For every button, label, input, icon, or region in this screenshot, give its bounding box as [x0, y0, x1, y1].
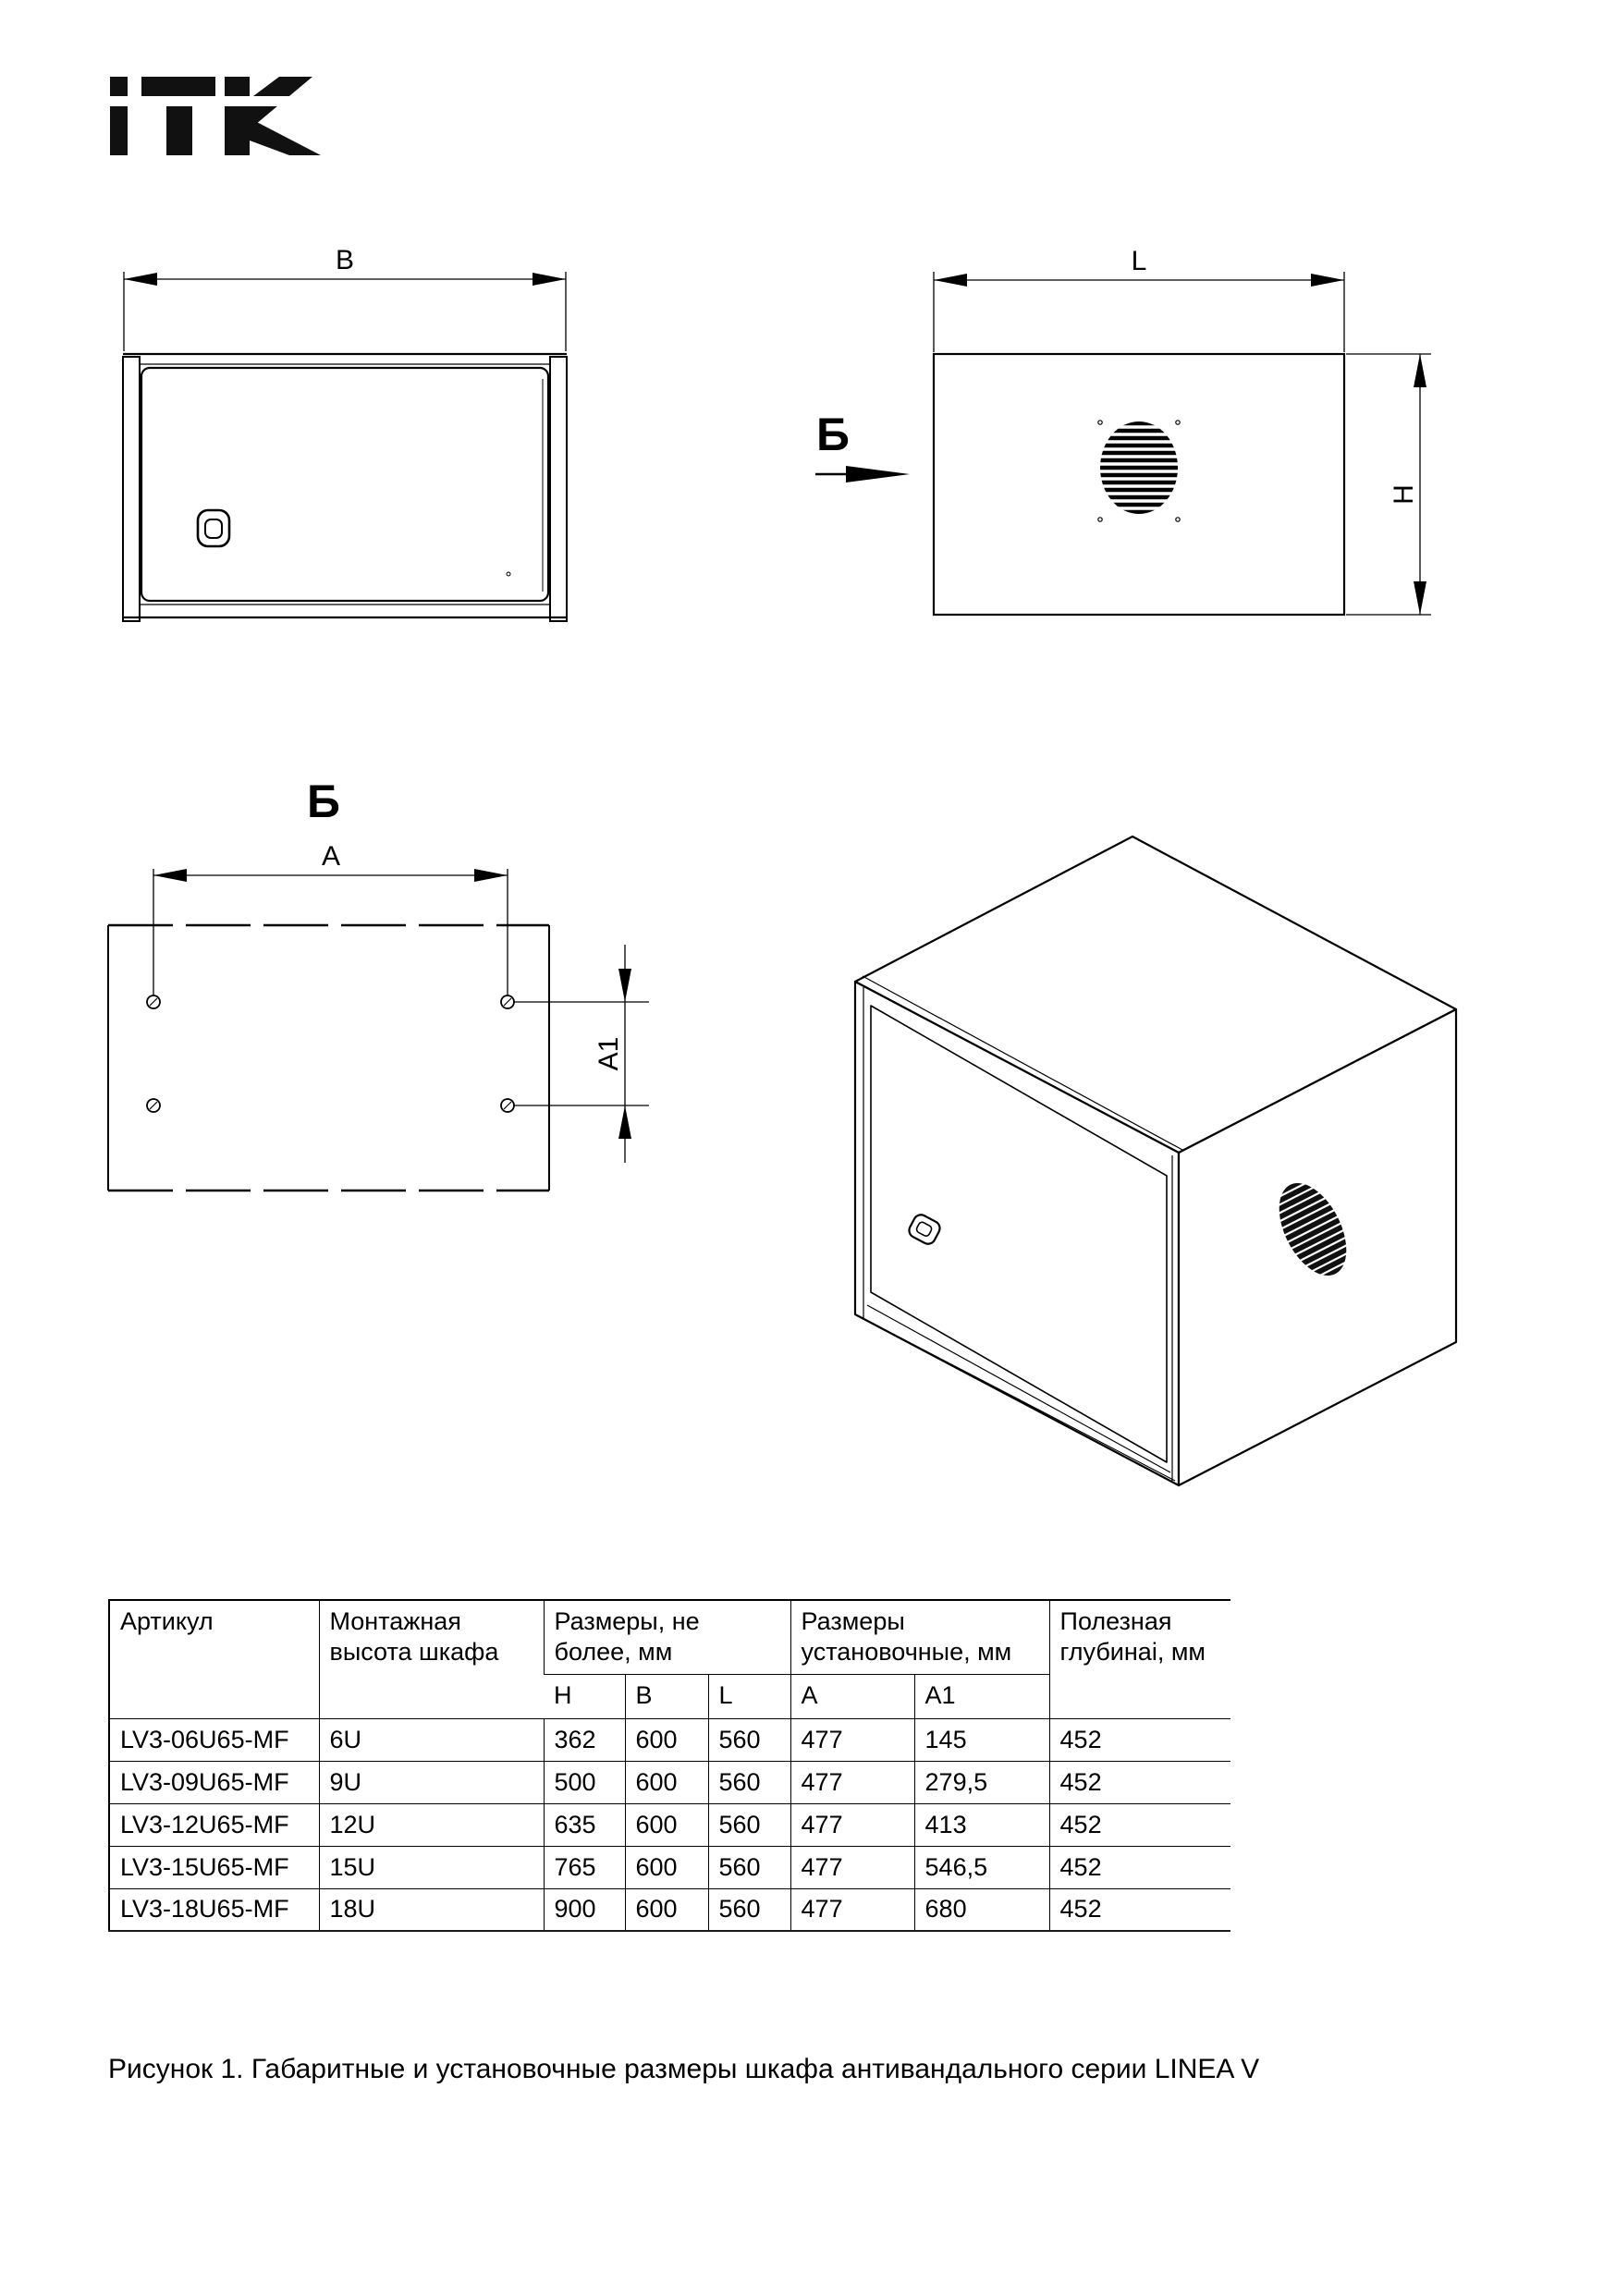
- col-header-dims-max: Размеры, не более, мм: [544, 1600, 790, 1674]
- cell-l: 560: [708, 1803, 790, 1846]
- fan-screw: [1176, 518, 1180, 521]
- arrowhead-left: [124, 273, 157, 286]
- cell-h: 635: [544, 1803, 625, 1846]
- dimensions-table: [108, 1599, 1230, 1932]
- length-dimension-label: L: [1131, 246, 1147, 276]
- mounting-holes: [147, 995, 514, 1112]
- cell-l: 560: [708, 1846, 790, 1888]
- cell-a1: 413: [914, 1803, 1049, 1846]
- cell-depth: 452: [1049, 1803, 1230, 1846]
- cell-h: 362: [544, 1718, 625, 1761]
- isometric-view: [855, 837, 1456, 1485]
- cell-h: 765: [544, 1846, 625, 1888]
- cell-depth: 452: [1049, 1761, 1230, 1803]
- door-screw: [507, 572, 510, 576]
- arrowhead-bottom: [1414, 581, 1426, 615]
- arrowhead-top: [1414, 354, 1426, 387]
- arrowhead-right: [1311, 274, 1344, 287]
- cell-article: LV3-06U65-MF: [109, 1718, 319, 1761]
- fan-screw: [1098, 518, 1102, 521]
- cell-height-u: 18U: [319, 1888, 544, 1931]
- table-row: [109, 1888, 1230, 1931]
- cell-h: 900: [544, 1888, 625, 1931]
- col-header-l: L: [708, 1674, 790, 1718]
- door-lock-keyhole: [205, 519, 222, 538]
- view-direction-arrow: [846, 466, 910, 482]
- col-header-a: A: [790, 1674, 914, 1718]
- arrowhead-down: [618, 969, 631, 1002]
- bottom-view-dimension-A1: [514, 945, 649, 1163]
- cell-b: 600: [625, 1888, 708, 1931]
- cell-depth: 452: [1049, 1846, 1230, 1888]
- cell-l: 560: [708, 1761, 790, 1803]
- arrowhead-right: [533, 273, 566, 286]
- spacing-dimension-label: A: [321, 841, 341, 872]
- arrowhead-right: [474, 869, 508, 882]
- door-panel: [141, 368, 548, 601]
- door-lock: [198, 510, 229, 546]
- arrowhead-left: [153, 869, 187, 882]
- cell-l: 560: [708, 1888, 790, 1931]
- col-header-a1: A1: [914, 1674, 1049, 1718]
- cell-a1: 680: [914, 1888, 1049, 1931]
- cell-article: LV3-15U65-MF: [109, 1846, 319, 1888]
- col-header-mount-height: Монтажная высота шкафа: [319, 1600, 544, 1718]
- cell-a: 477: [790, 1888, 914, 1931]
- arrowhead-left: [934, 274, 967, 287]
- col-header-dims-install: Размеры установочные, мм: [790, 1600, 1049, 1674]
- side-view-dimension-H: [1346, 354, 1431, 615]
- cell-a: 477: [790, 1803, 914, 1846]
- side-view: [815, 246, 1431, 615]
- table-row: [109, 1718, 1230, 1761]
- cell-b: 600: [625, 1761, 708, 1803]
- spec-table-container: [108, 1599, 1230, 1932]
- width-dimension-label: B: [335, 245, 355, 275]
- cell-a: 477: [790, 1846, 914, 1888]
- table-row: [109, 1846, 1230, 1888]
- itk-logo: [106, 77, 337, 155]
- fan-screw: [1176, 421, 1180, 424]
- col-header-b: B: [625, 1674, 708, 1718]
- side-view-dimension-L: [934, 246, 1344, 352]
- cell-a1: 279,5: [914, 1761, 1049, 1803]
- table-row: [109, 1803, 1230, 1846]
- col-header-h: H: [544, 1674, 625, 1718]
- view-direction-label: Б: [816, 409, 850, 460]
- view-direction-B: [815, 409, 910, 482]
- height-dimension-label: H: [1388, 484, 1419, 505]
- offset-dimension-label: A1: [593, 1036, 624, 1071]
- cell-depth: 452: [1049, 1888, 1230, 1931]
- cell-height-u: 15U: [319, 1846, 544, 1888]
- bottom-view-dimension-A: [153, 841, 508, 995]
- left-flange: [123, 357, 140, 621]
- cell-height-u: 9U: [319, 1761, 544, 1803]
- cell-article: LV3-18U65-MF: [109, 1888, 319, 1931]
- fan-screw: [1098, 421, 1102, 424]
- cell-b: 600: [625, 1803, 708, 1846]
- cell-a: 477: [790, 1718, 914, 1761]
- table-row: [109, 1761, 1230, 1803]
- col-header-useful-depth: Полезная глубинаi, мм: [1049, 1600, 1230, 1718]
- right-flange: [550, 357, 567, 621]
- cell-h: 500: [544, 1761, 625, 1803]
- cell-depth: 452: [1049, 1718, 1230, 1761]
- arrowhead-up: [618, 1105, 631, 1139]
- cell-height-u: 12U: [319, 1803, 544, 1846]
- fan-grille: [1096, 421, 1181, 521]
- cell-a: 477: [790, 1761, 914, 1803]
- cell-b: 600: [625, 1846, 708, 1888]
- cell-height-u: 6U: [319, 1718, 544, 1761]
- front-view: [123, 245, 567, 621]
- bottom-view-label: Б: [307, 776, 340, 827]
- figure-caption: Рисунок 1. Габаритные и установочные размеры шкафа антивандального серии LINEA V: [108, 2054, 1260, 2084]
- cell-article: LV3-09U65-MF: [109, 1761, 319, 1803]
- col-header-article: Артикул: [120, 1607, 214, 1635]
- bottom-panel: [108, 925, 549, 1191]
- front-view-dimension-B: [124, 245, 566, 351]
- front-view-cabinet: [123, 354, 567, 621]
- cell-article: LV3-12U65-MF: [109, 1803, 319, 1846]
- cell-l: 560: [708, 1718, 790, 1761]
- cell-b: 600: [625, 1718, 708, 1761]
- bottom-view: [108, 776, 649, 1191]
- cell-a1: 145: [914, 1718, 1049, 1761]
- cell-a1: 546,5: [914, 1846, 1049, 1888]
